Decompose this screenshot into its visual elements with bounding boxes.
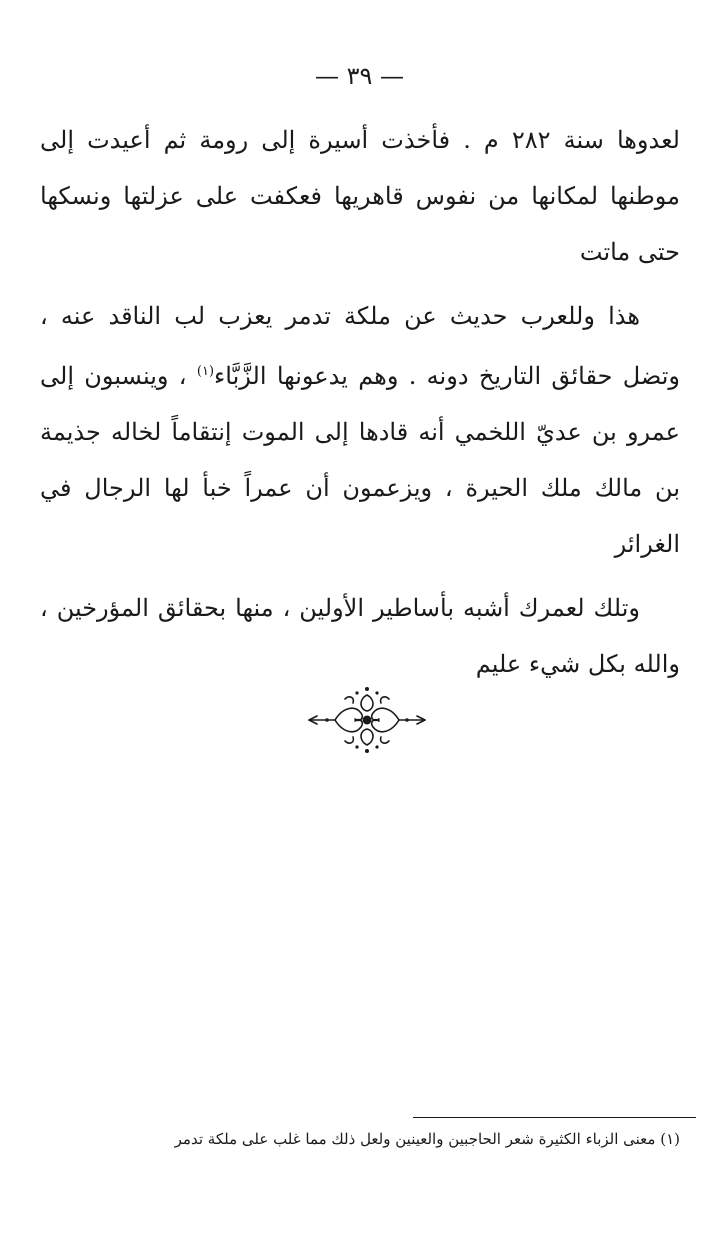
- paragraph-2-part-1: هذا وللعرب حديث عن ملكة تدمر يعزب لب الناقد عنه ، وتضل حقائق التاريخ دونه . وهم يدعونها الزَّبَّاء: [40, 302, 680, 390]
- paragraph-1: لعدوها سنة ٢٨٢ م . فأخذت أسيرة إلى رومة ثم أعيدت إلى موطنها لمكانها من نفوس قاهريها فعكفت على عزلتها ونسكها حتى ماتت: [40, 126, 680, 266]
- footnote-marker: (١): [196, 364, 215, 379]
- floral-ornament-icon: [305, 685, 429, 755]
- footnote: (١) معنى الزباء الكثيرة شعر الحاجبين والعينين ولعل ذلك مما غلب على ملكة تدمر: [174, 1130, 680, 1148]
- body-text: [40, 112, 680, 700]
- paragraph-3: وتلك لعمرك أشبه بأساطير الأولين ، منها بحقائق المؤرخين ، والله بكل شيء عليم: [40, 594, 680, 678]
- footnote-divider: [413, 1117, 696, 1118]
- page-number: — ٣٩ —: [314, 62, 405, 90]
- paragraph-2: [40, 288, 680, 572]
- paragraph-2-part-2: ، وينسبون إلى عمرو بن عديّ اللخمي أنه قادها إلى الموت إنتقاماً لخاله جذيمة بن مالك ملك الحيرة ، ويزعمون أن عمراً خبأ لها الرجال في الغرائر: [40, 362, 680, 558]
